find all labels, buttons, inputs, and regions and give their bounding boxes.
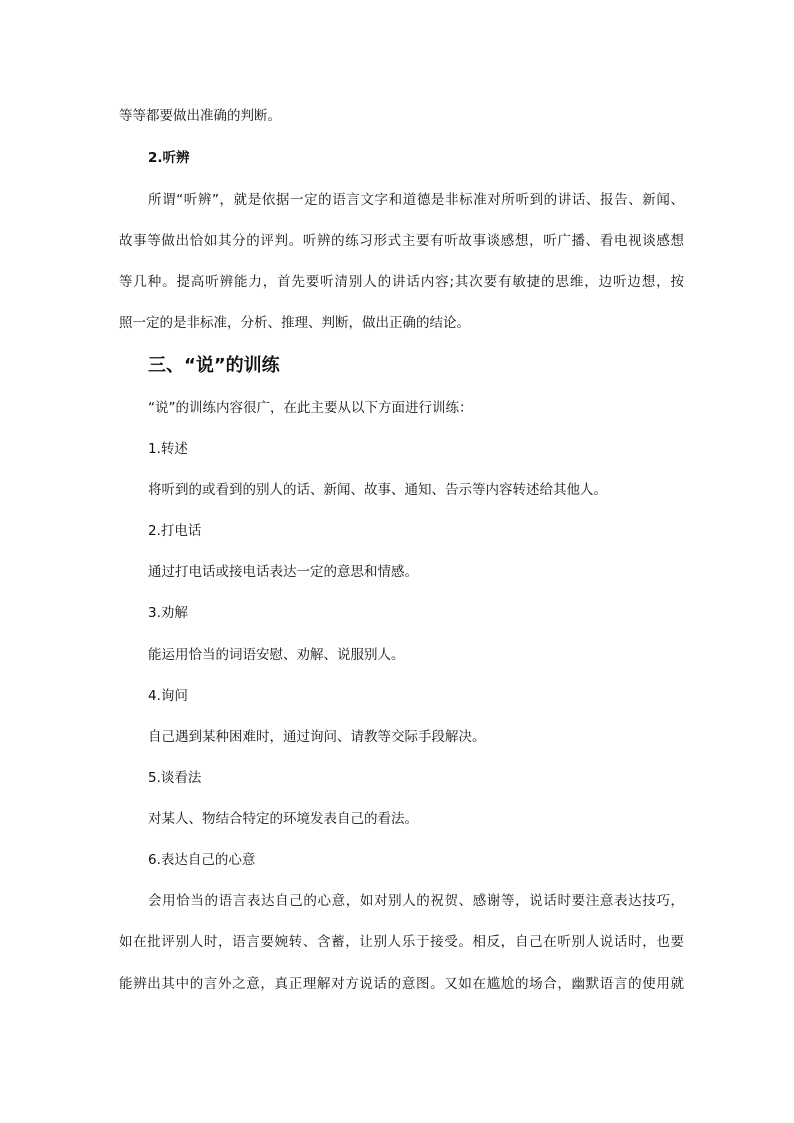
subsection-title-tingbian: 2.听辨 (148, 150, 190, 166)
item-text-3: 能运用恰当的词语安慰、劝解、说服别人。 (148, 647, 405, 663)
item-title-4: 4.询问 (148, 688, 188, 704)
tingbian-line-3: 等几种。提高听辨能力，首先要听清别人的讲话内容;其次要有敏捷的思维，边听边想，按 (119, 274, 684, 290)
section-intro: “说”的训练内容很广，在此主要从以下方面进行训练： (148, 400, 473, 416)
item-text-2: 通过打电话或接电话表达一定的意思和情感。 (148, 564, 418, 580)
item-title-5: 5.谈看法 (148, 770, 202, 786)
item-title-6: 6.表达自己的心意 (148, 852, 256, 868)
paragraph-continuation: 等等都要做出准确的判断。 (119, 108, 281, 124)
tingbian-line-1: 所谓“听辨”，就是依据一定的语言文字和道德是非标准对所听到的讲话、报告、新闻、 (148, 192, 684, 208)
item-text-5: 对某人、物结合特定的环境发表自己的看法。 (148, 811, 418, 827)
item-text-1: 将听到的或看到的别人的话、新闻、故事、通知、告示等内容转述给其他人。 (148, 482, 607, 498)
biaoda-line-2: 如在批评别人时，语言要婉转、含蓄，让别人乐于接受。相反，自己在听别人说话时，也要 (119, 934, 684, 950)
item-title-2: 2.打电话 (148, 523, 202, 539)
item-title-1: 1.转述 (148, 441, 188, 457)
item-text-4: 自己遇到某种困难时，通过询问、请教等交际手段解决。 (148, 729, 486, 745)
tingbian-line-2: 故事等做出恰如其分的评判。听辨的练习形式主要有听故事谈感想，听广播、看电视谈感想 (119, 233, 684, 249)
section-title-shuo: 三、“说”的训练 (148, 355, 280, 376)
biaoda-line-1: 会用恰当的语言表达自己的心意，如对别人的祝贺、感谢等，说话时要注意表达技巧， (148, 893, 684, 909)
tingbian-line-4: 照一定的是非标准，分析、推理、判断，做出正确的结论。 (119, 315, 470, 331)
biaoda-line-3: 能辨出其中的言外之意，真正理解对方说话的意图。又如在尴尬的场合，幽默语言的使用就 (119, 976, 684, 992)
item-title-3: 3.劝解 (148, 605, 188, 621)
